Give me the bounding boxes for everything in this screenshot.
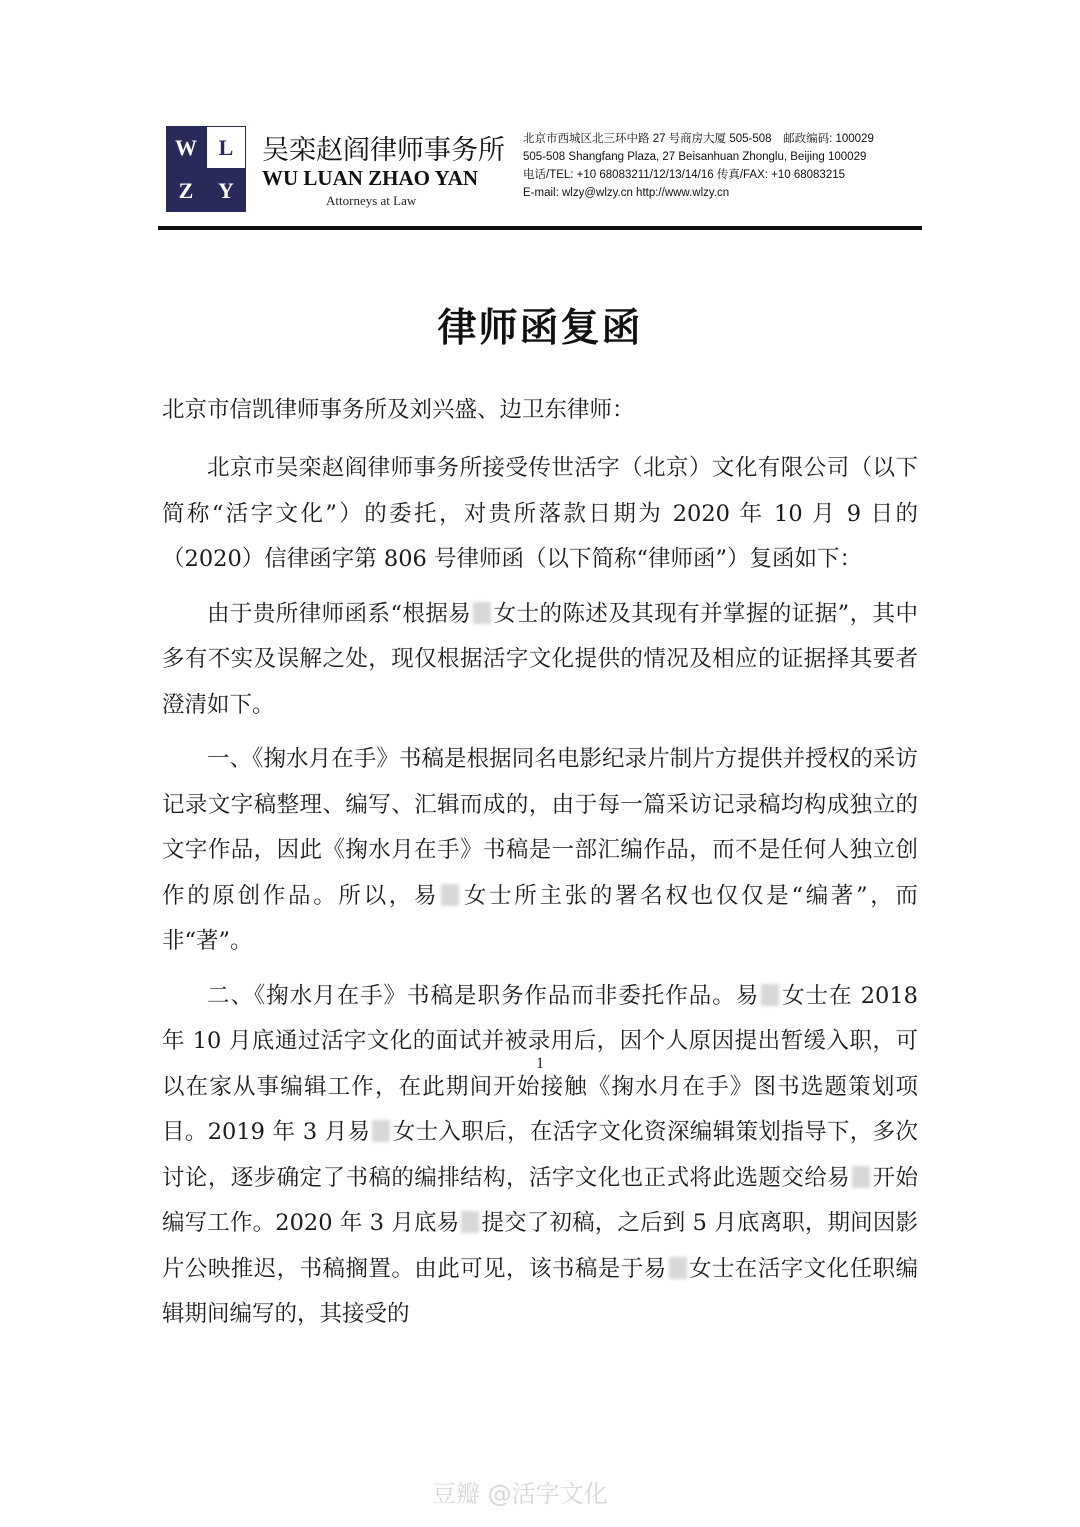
redacted-name [669,1257,687,1279]
paragraph-text: 女士在活字文化任职编辑期间编写的，其接受的 [162,1255,918,1327]
watermark: 豆瓣 @活字文化 [432,1480,608,1508]
paragraph-text: 女士所主张的署名权也仅仅是“编著”，而非“著”。 [162,882,918,954]
address-english: 505-508 Shangfang Plaza, 27 Beisanhuan Zhonglu, Beijing 100029 [523,151,867,163]
firm-subtitle: Attorneys at Law [326,193,417,208]
email-website: E-mail: wlzy@wlzy.cn http://www.wlzy.cn [523,187,730,199]
logo-letter-y: Y [218,177,234,203]
contact-block [523,130,923,202]
page-number: 1 [536,1055,544,1072]
paragraph-point-one [162,737,918,965]
paragraph-text: 一、《掬水月在手》书稿是根据同名电影纪录片制片方提供并授权的采访记录文字稿整理、编写、汇辑而成的，由于每一篇采访记录稿均构成独立的文字作品，因此《掬水月在手》书稿是一部汇编作品，而不是任何人独立创作的原创作品。所以，易 [162,746,918,909]
logo-letter-w: W [175,134,197,160]
paragraph-intro [162,446,918,583]
salutation: 北京市信凯律师事务所及刘兴盛、边卫东律师： [162,397,635,423]
paragraph-text: 提交了初稿，之后到 5 月底离职，期间因影片公映推迟，书稿搁置。由此可见，该书稿是于易 [162,1210,918,1282]
redacted-name [852,1166,870,1188]
paragraph-text: 女士在 2018 年 10 月底通过活字文化的面试并被录用后，因个人原因提出暂缓入职，可以在家从事编辑工作，在此期间开始接触《掬水月在手》图书选题策划项目。2019 年 3 月易 [162,982,918,1145]
firm-name-chinese: 吴栾赵阎律师事务所 [262,135,505,166]
logo-letter-z: Z [178,177,194,203]
phone-fax: 电话/TEL: +10 68083211/12/13/14/16 传真/FAX: +10 68083215 [523,169,846,181]
paragraph-text: 女士入职后，在活字文化资深编辑策划指导下，多次讨论，逐步确定了书稿的编排结构，活字文化也正式将此选题交给易 [162,1119,918,1191]
paragraph-text: 北京市吴栾赵阎律师事务所接受传世活字（北京）文化有限公司（以下简称“活字文化”）的委托，对贵所落款日期为 2020 年 10 月 9 日的（2020）信律函字第 806 号律师函（以下简称“律师函”）复函如下： [162,455,918,572]
paragraph-text: 二、《掬水月在手》书稿是职务作品而非委托作品。易 [207,982,760,1009]
paragraph-text: 由于贵所律师函系“根据易 [207,600,472,627]
redacted-name [372,1120,390,1142]
logo-letter-l: L [206,126,246,169]
redacted-name [441,884,459,906]
redacted-name [473,602,491,624]
firm-name-english: WU LUAN ZHAO YAN [262,166,479,190]
paragraph-point-two [162,974,918,1338]
letter-body [162,446,918,1347]
paragraph-text: 女士的陈述及其现有并掌握的证据”，其中多有不实及误解之处，现仅根据活字文化提供的情况及相应的证据择其要者澄清如下。 [162,600,918,718]
document-title: 律师函复函 [437,306,643,351]
address-chinese: 北京市西城区北三环中路 27 号商房大厦 505-508 邮政编码: 100029 [523,133,874,145]
letterhead-divider [158,226,922,230]
redacted-name [461,1211,479,1233]
paragraph-text: 开始编写工作。2020 年 3 月底易 [162,1164,918,1236]
firm-logo [166,126,246,212]
redacted-name [761,984,779,1006]
paragraph-clarification [162,592,918,729]
